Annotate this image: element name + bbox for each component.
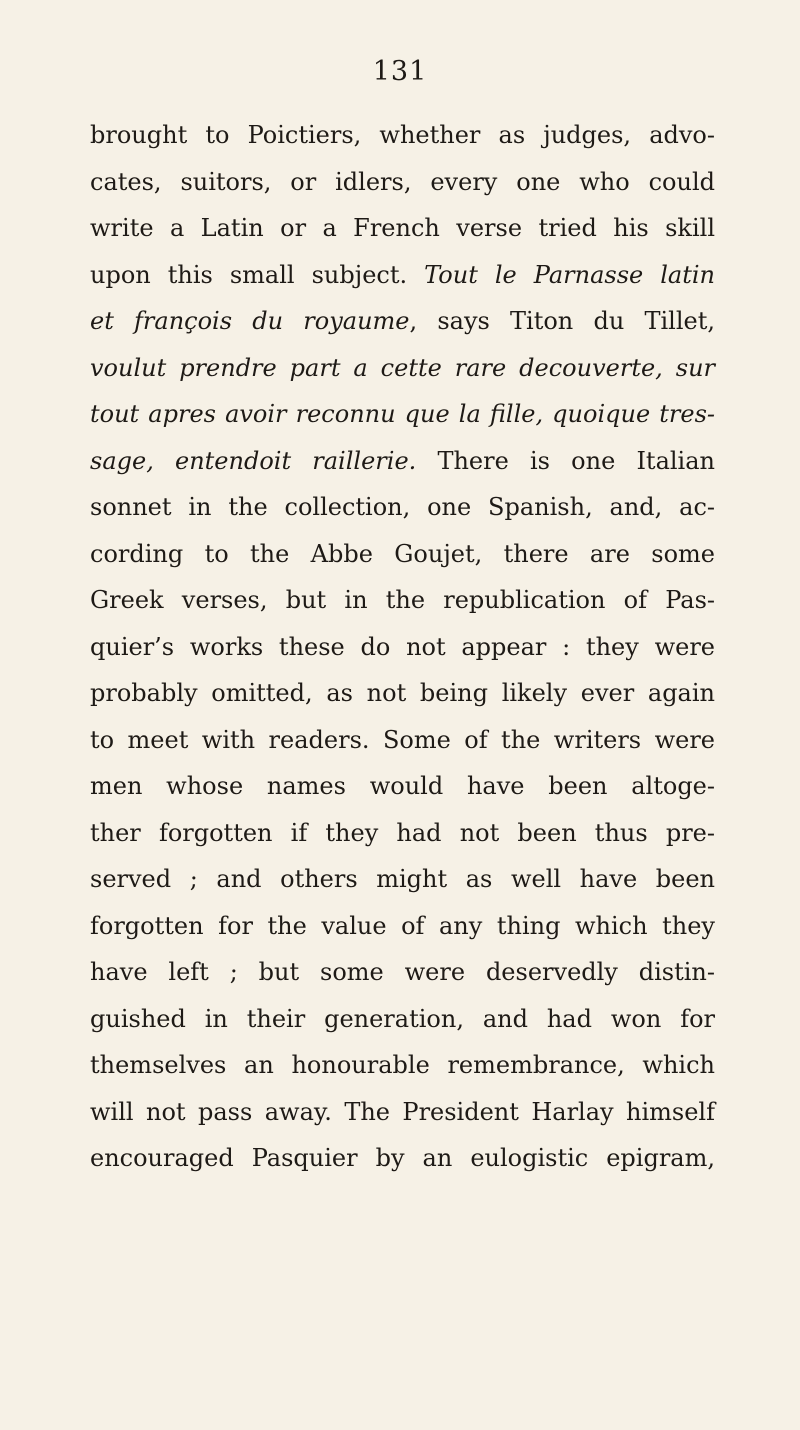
text-line: cording to the Abbe Goujet, there are some [90, 539, 715, 568]
italic-quote: Tout le Parnasse latin [424, 260, 715, 289]
page-number: 131 [372, 56, 428, 87]
italic-quote: voulut prendre part a cette rare decouverte, sur [90, 353, 715, 382]
italic-quote: et françois du royaume [90, 307, 410, 335]
text-line: Greek verses, but in the republication of Pas- [90, 586, 715, 614]
text-line: sonnet in the collection, one Spanish, and, ac- [90, 493, 715, 521]
italic-quote: sage, entendoit raillerie. [90, 446, 417, 475]
text-line: have left ; but some were deservedly distin- [90, 958, 715, 986]
text-line: encouraged Pasquier by an eulogistic epigram, [90, 1144, 715, 1172]
text-line: to meet with readers. Some of the writers were [90, 725, 715, 754]
text-line: write a Latin or a French verse tried his skill [90, 214, 715, 242]
text-line: ther forgotten if they had not been thus pre- [90, 818, 715, 847]
text-line [90, 345, 715, 392]
body-text [90, 112, 715, 1182]
text-line: cates, suitors, or idlers, every one who could [90, 167, 715, 196]
text-line [90, 391, 715, 438]
text-line: themselves an honourable remembrance, which [90, 1051, 715, 1079]
text-line: probably omitted, as not being likely ever again [90, 679, 715, 707]
text-line: quier’s works these do not appear : they were [90, 632, 715, 661]
text-line: sage, entendoit raillerie. There is one Italian [90, 446, 716, 475]
text-line: guished in their generation, and had won for [90, 1004, 715, 1033]
text-line: will not pass away. The President Harlay himself [90, 1097, 715, 1126]
text-line: men whose names would have been altoge- [90, 772, 715, 800]
text-line: brought to Poictiers, whether as judges, advo- [90, 121, 715, 149]
text-line: et françois du royaume, says Titon du Tillet, [90, 307, 716, 335]
text-line: upon this small subject. Tout le Parnasse latin [90, 260, 715, 289]
italic-quote: tout apres avoir reconnu que la fille, quoique tres- [90, 400, 715, 428]
text-line: forgotten for the value of any thing which they [90, 911, 715, 940]
text-line: served ; and others might as well have been [90, 865, 715, 893]
